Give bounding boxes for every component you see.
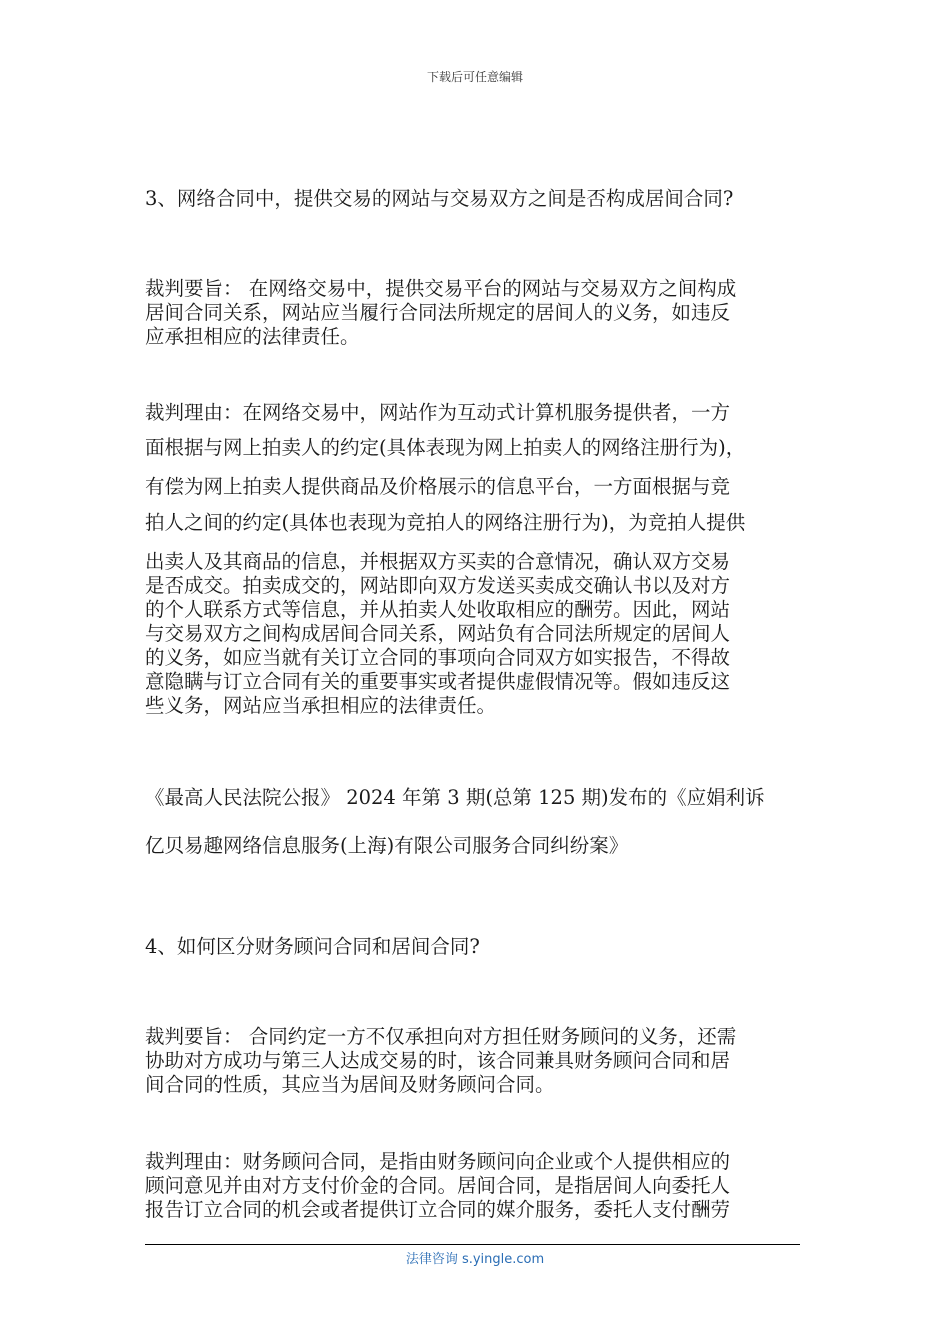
paragraph-line: 的义务，如应当就有关订立合同的事项向合同双方如实报告，不得故 <box>145 646 731 669</box>
paragraph-line: 间合同的性质，其应当为居间及财务顾问合同。 <box>145 1073 555 1096</box>
paragraph-line: 意隐瞒与订立合同有关的重要事实或者提供虚假情况等。假如违反这 <box>145 670 731 693</box>
paragraph-line: 与交易双方之间构成居间合同关系，网站负有合同法所规定的居间人 <box>145 622 731 645</box>
paragraph-line: 报告订立合同的机会或者提供订立合同的媒介服务，委托人支付酬劳 <box>145 1198 731 1221</box>
citation-line: 亿贝易趣网络信息服务(上海)有限公司服务合同纠纷案》 <box>145 834 629 857</box>
paragraph-line: 裁判要旨： 合同约定一方不仅承担向对方担任财务顾问的义务，还需 <box>145 1025 737 1048</box>
paragraph-line: 裁判理由：在网络交易中，网站作为互动式计算机服务提供者，一方 <box>145 401 731 424</box>
paragraph-line: 拍人之间的约定(具体也表现为竞拍人的网络注册行为)，为竞拍人提供 <box>145 511 746 534</box>
citation-line: 《最高人民法院公报》 2024 年第 3 期(总第 125 期)发布的《应娟利诉 <box>145 786 765 809</box>
paragraph-line: 顾问意见并由对方支付价金的合同。居间合同，是指居间人向委托人 <box>145 1174 731 1197</box>
section-3-heading: 3、网络合同中，提供交易的网站与交易双方之间是否构成居间合同? <box>145 187 734 210</box>
paragraph-line: 有偿为网上拍卖人提供商品及价格展示的信息平台，一方面根据与竞 <box>145 475 731 498</box>
footer-divider <box>145 1244 800 1245</box>
page-footer[interactable]: 法律咨询 s.yingle.com <box>405 1252 545 1267</box>
section-4-heading: 4、如何区分财务顾问合同和居间合同? <box>145 935 480 958</box>
paragraph-line: 居间合同关系，网站应当履行合同法所规定的居间人的义务，如违反 <box>145 301 731 324</box>
paragraph-line: 是否成交。拍卖成交的，网站即向双方发送买卖成交确认书以及对方 <box>145 574 731 597</box>
paragraph-line: 裁判要旨： 在网络交易中，提供交易平台的网站与交易双方之间构成 <box>145 277 737 300</box>
paragraph-line: 应承担相应的法律责任。 <box>145 325 360 348</box>
paragraph-line: 些义务，网站应当承担相应的法律责任。 <box>145 694 497 717</box>
paragraph-line: 面根据与网上拍卖人的约定(具体表现为网上拍卖人的网络注册行为)， <box>145 436 746 459</box>
paragraph-line: 的个人联系方式等信息，并从拍卖人处收取相应的酬劳。因此，网站 <box>145 598 731 621</box>
paragraph-line: 协助对方成功与第三人达成交易的时，该合同兼具财务顾问合同和居 <box>145 1049 731 1072</box>
paragraph-line: 出卖人及其商品的信息，并根据双方买卖的合意情况，确认双方交易 <box>145 550 731 573</box>
page-header: 下载后可任意编辑 <box>426 70 523 84</box>
paragraph-line: 裁判理由：财务顾问合同，是指由财务顾问向企业或个人提供相应的 <box>145 1150 731 1173</box>
